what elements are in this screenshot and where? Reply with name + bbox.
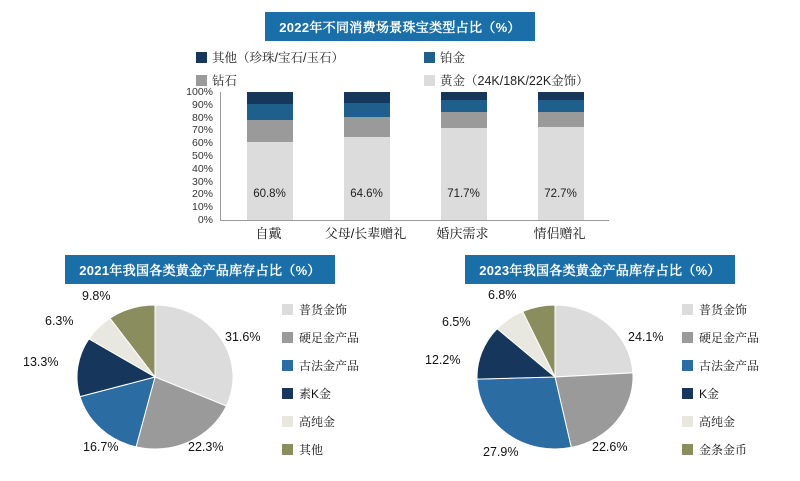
pie-slice xyxy=(555,305,633,377)
bar-group xyxy=(221,92,318,220)
legend-item-1 xyxy=(282,329,359,346)
bar-chart-legend xyxy=(196,48,616,94)
legend-swatch-icon xyxy=(196,52,207,63)
pie-value-label-4: 6.3% xyxy=(45,314,74,328)
bar-plot xyxy=(182,86,612,241)
bar-segment xyxy=(344,92,390,103)
bar-segment xyxy=(441,92,487,100)
bar-value-label: 64.6% xyxy=(350,188,383,200)
pie-value-label-4: 6.5% xyxy=(442,315,471,329)
x-tick: 自戴 xyxy=(255,226,282,241)
bar-stack xyxy=(538,92,584,220)
legend-label: 素K金 xyxy=(299,387,332,401)
legend-swatch-icon xyxy=(196,75,207,86)
legend-swatch-icon xyxy=(424,52,435,63)
y-tick: 50% xyxy=(191,150,213,162)
legend-item-5 xyxy=(682,441,759,458)
legend-swatch-icon xyxy=(282,332,293,343)
legend-row-2 xyxy=(196,71,616,89)
legend-label: 其他 xyxy=(299,443,324,457)
pie-right-title: 2023年我国各类黄金产品库存占比（%） xyxy=(465,255,734,284)
y-tick: 20% xyxy=(191,188,213,201)
bar-chart-title: 2022年不同消费场景珠宝类型占比（%） xyxy=(265,12,534,41)
pie-left-title-wrap xyxy=(0,255,400,284)
pie-value-label-0: 24.1% xyxy=(628,330,664,344)
y-tick: 10% xyxy=(191,201,213,214)
bar-segment xyxy=(538,100,584,112)
legend-row-1 xyxy=(196,48,616,66)
legend-item-platinum xyxy=(424,48,465,66)
legend-swatch-icon xyxy=(282,360,293,371)
pie-left-legend xyxy=(282,301,359,469)
legend-item-diamond xyxy=(196,71,406,89)
x-tick: 父母/长辈赠礼 xyxy=(324,226,407,241)
bar-segment xyxy=(344,103,390,117)
pie-value-label-5: 6.8% xyxy=(488,288,517,302)
bar-segment xyxy=(344,137,390,220)
legend-item-3 xyxy=(282,385,359,402)
y-tick: 70% xyxy=(191,124,213,137)
legend-swatch-icon xyxy=(282,388,293,399)
bar-group xyxy=(415,92,512,220)
legend-item-gold xyxy=(424,71,589,89)
bar-stack xyxy=(344,92,390,220)
legend-item-2 xyxy=(682,357,759,374)
bar-segment xyxy=(538,92,584,100)
legend-item-4 xyxy=(282,413,359,430)
y-tick: 0% xyxy=(197,214,213,226)
bar-segment xyxy=(344,117,390,137)
pie-value-label-2: 27.9% xyxy=(483,445,519,459)
y-tick: 80% xyxy=(191,111,213,124)
bar-segment xyxy=(247,104,293,119)
legend-label: 古法金产品 xyxy=(299,359,360,373)
legend-label: 高纯金 xyxy=(299,415,336,429)
bar-value-label: 72.7% xyxy=(544,188,577,200)
legend-label: 古法金产品 xyxy=(699,359,760,373)
legend-item-5 xyxy=(282,441,359,458)
bar-value-label: 60.8% xyxy=(253,188,286,200)
legend-label: 铂金 xyxy=(440,51,466,65)
pie-value-label-0: 31.6% xyxy=(225,330,261,344)
legend-label: 硬足金产品 xyxy=(299,331,360,345)
legend-swatch-icon xyxy=(682,388,693,399)
y-tick: 40% xyxy=(191,162,213,175)
pie-value-label-3: 12.2% xyxy=(425,353,461,367)
pie-value-label-3: 13.3% xyxy=(23,355,59,369)
legend-swatch-icon xyxy=(282,416,293,427)
bars-row xyxy=(221,92,609,220)
x-axis xyxy=(220,223,608,242)
legend-item-1 xyxy=(682,329,759,346)
bar-segment xyxy=(441,128,487,220)
y-tick: 30% xyxy=(191,175,213,188)
legend-swatch-icon xyxy=(282,444,293,455)
x-tick: 婚庆需求 xyxy=(436,226,489,241)
pie-right-title-wrap xyxy=(400,255,800,284)
pie-value-label-2: 16.7% xyxy=(83,440,119,454)
legend-item-other xyxy=(196,48,406,66)
y-axis xyxy=(182,86,216,226)
y-tick: 60% xyxy=(191,137,213,150)
legend-item-0 xyxy=(682,301,759,318)
bar-segment xyxy=(538,112,584,127)
bar-stack xyxy=(247,92,293,220)
legend-label: 钻石 xyxy=(212,74,238,88)
legend-item-2 xyxy=(282,357,359,374)
bar-stack xyxy=(441,92,487,220)
legend-label: 普货金饰 xyxy=(699,303,748,317)
bar-segment xyxy=(247,120,293,142)
legend-swatch-icon xyxy=(682,304,693,315)
legend-item-0 xyxy=(282,301,359,318)
pie-chart-2021-section xyxy=(0,255,400,481)
legend-label: K金 xyxy=(699,387,720,401)
legend-item-3 xyxy=(682,385,759,402)
bar-segment xyxy=(441,112,487,128)
bar-group xyxy=(512,92,609,220)
y-tick: 90% xyxy=(191,98,213,111)
plot-area xyxy=(220,92,609,221)
legend-label: 黄金（24K/18K/22K金饰） xyxy=(440,74,589,88)
pie-right-legend xyxy=(682,301,759,469)
legend-label: 其他（珍珠/宝石/玉石） xyxy=(212,51,344,65)
x-tick: 情侣赠礼 xyxy=(533,226,586,241)
bar-group xyxy=(318,92,415,220)
bar-segment xyxy=(247,142,293,220)
legend-label: 硬足金产品 xyxy=(699,331,760,345)
pie-chart-2023-section xyxy=(400,255,800,481)
legend-label: 金条金币 xyxy=(699,443,748,457)
bar-value-label: 71.7% xyxy=(447,188,480,200)
legend-item-4 xyxy=(682,413,759,430)
legend-swatch-icon xyxy=(282,304,293,315)
legend-label: 高纯金 xyxy=(699,415,736,429)
legend-swatch-icon xyxy=(682,360,693,371)
pie-value-label-1: 22.3% xyxy=(188,440,224,454)
bar-segment xyxy=(247,92,293,104)
legend-label: 普货金饰 xyxy=(299,303,348,317)
pie-value-label-1: 22.6% xyxy=(592,440,628,454)
y-tick: 100% xyxy=(186,86,213,98)
pie-value-label-5: 9.8% xyxy=(82,289,111,303)
legend-swatch-icon xyxy=(682,332,693,343)
legend-swatch-icon xyxy=(682,416,693,427)
legend-swatch-icon xyxy=(424,75,435,86)
pie-left-title: 2021年我国各类黄金产品库存占比（%） xyxy=(65,255,334,284)
legend-swatch-icon xyxy=(682,444,693,455)
pie-slice xyxy=(477,377,571,449)
bar-segment xyxy=(441,100,487,112)
bar-chart-title-wrap xyxy=(0,12,800,41)
bar-segment xyxy=(538,127,584,220)
